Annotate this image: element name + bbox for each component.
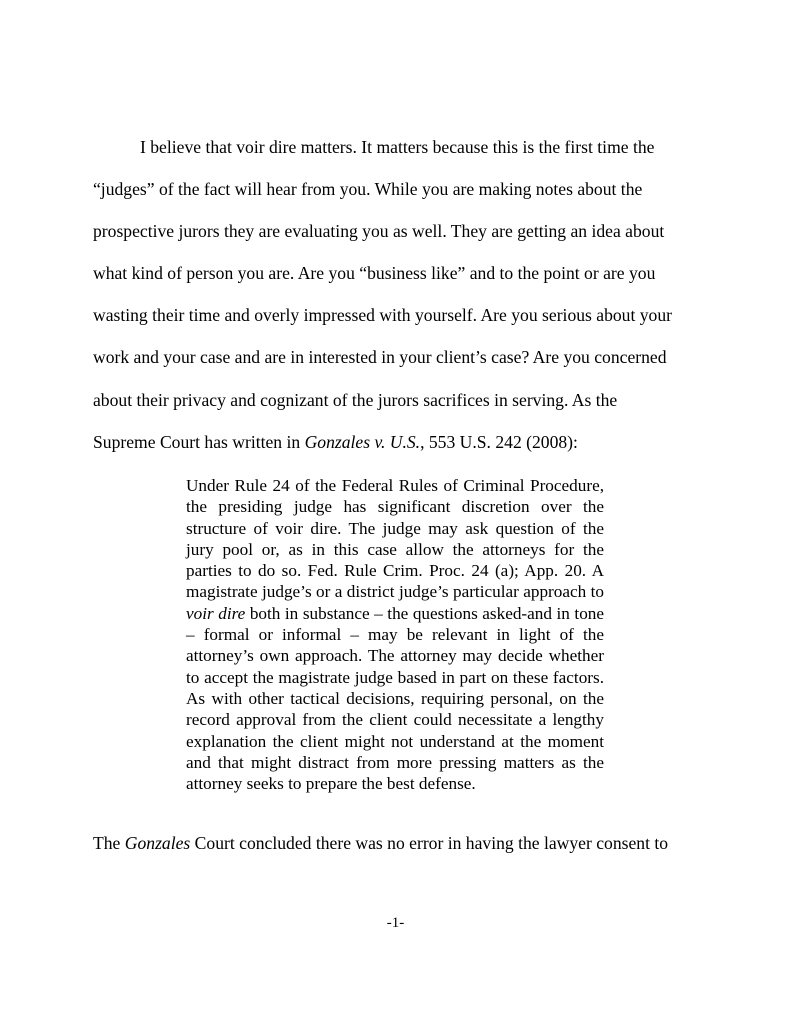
body-line-3: prospective jurors they are evaluating you as well. They are getting an idea about: [93, 221, 665, 241]
body-line-2: “judges” of the fact will hear from you. While you are making notes about the: [93, 179, 643, 199]
closing-pre: The: [93, 833, 125, 853]
closing-post: Court concluded there was no error in having the lawyer consent to: [190, 833, 669, 853]
citation-line: [93, 432, 693, 453]
closing-case-name: Gonzales: [124, 833, 191, 853]
body-line-5: wasting their time and overly impressed with yourself. Are you serious about your: [93, 305, 673, 325]
body-line-4: what kind of person you are. Are you “business like” and to the point or are you: [93, 263, 656, 283]
case-name: Gonzales v. U.S.: [304, 432, 421, 452]
quote-part-1: Under Rule 24 of the Federal Rules of Criminal Procedure, the presiding judge has significant discretion over the structure of voir dire. The judge may ask question of the jury pool or, as in this case allow the attorneys for the parties to do so. Fed. Rule Crim. Proc. 24 (a); App. 20. A magistrate judge’s or a district judge’s particular approach to: [186, 476, 604, 602]
closing-line: [93, 833, 693, 854]
citation-post: , 553 U.S. 242 (2008):: [420, 432, 578, 452]
body-line-6: work and your case and are in interested in your client’s case? Are you concerned: [93, 347, 667, 367]
block-quote: [186, 475, 604, 794]
body-line-1: I believe that voir dire matters. It matters because this is the first time the: [140, 137, 655, 157]
quote-part-2: both in substance – the questions asked-and in tone – formal or informal – may be relevant in light of the attorney’s own approach. The attorney may decide whether to accept the magistrate judge based in part on these factors. As with other tactical decisions, requiring personal, on the record approval from the client could necessitate a lengthy explanation the client might not understand at the moment and that might distract from more pressing matters as the attorney seeks to prepare the best defense.: [186, 603, 605, 794]
citation-pre: Supreme Court has written in: [93, 432, 305, 452]
body-line-7: about their privacy and cognizant of the jurors sacrifices in serving. As the: [93, 390, 618, 410]
page-number: -1-: [386, 915, 405, 931]
block-quote-text: [186, 475, 604, 794]
quote-italic: voir dire: [186, 603, 246, 623]
